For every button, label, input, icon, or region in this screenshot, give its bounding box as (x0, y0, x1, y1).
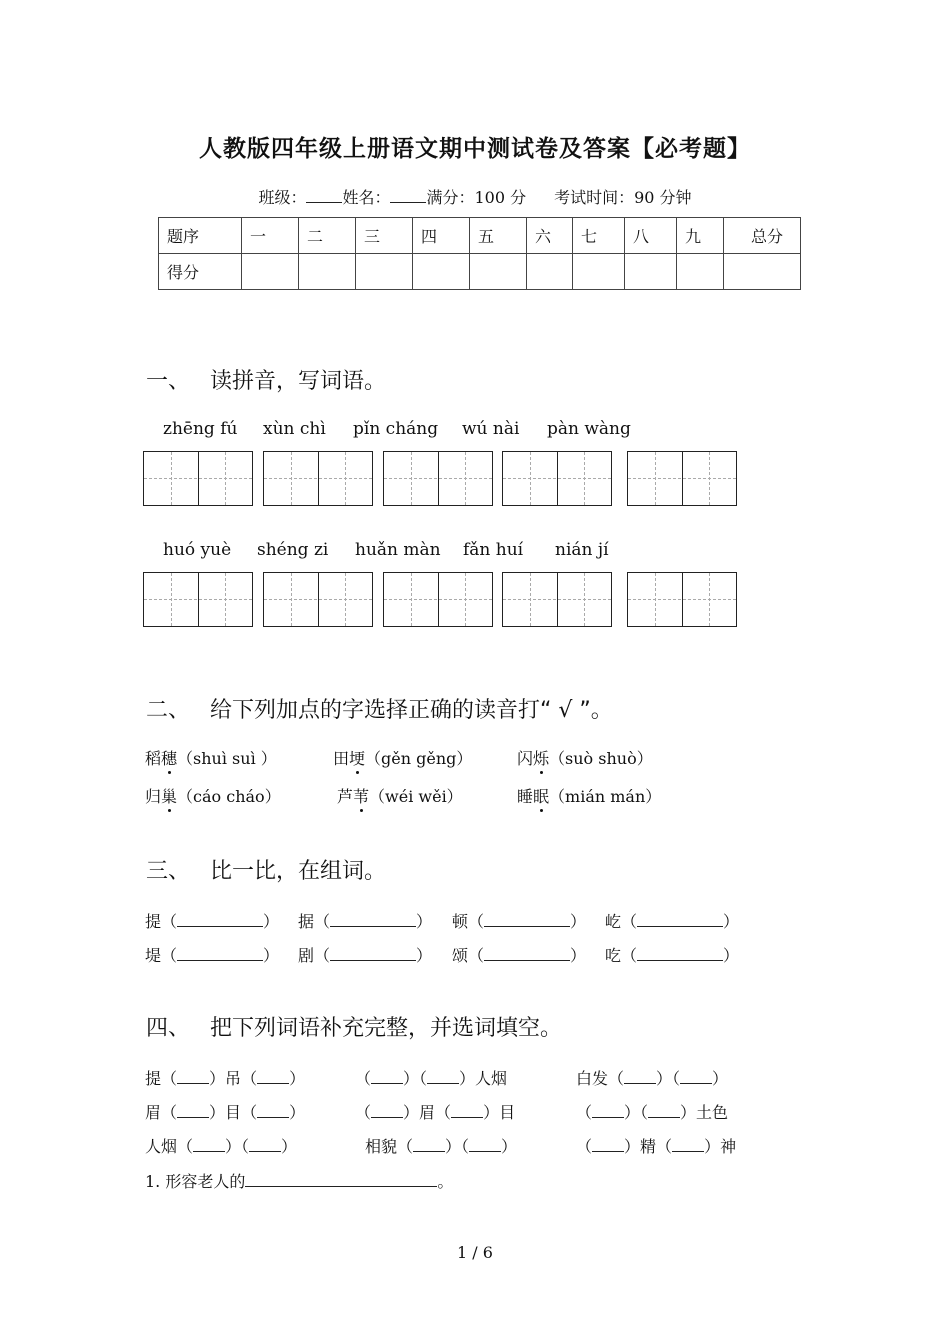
pinyin-label: shéng zi (257, 540, 329, 560)
section-title: 给下列加点的字选择正确的读音打“ √ ”。 (210, 698, 613, 723)
section-number: 四、 (146, 1016, 191, 1041)
answer-blank[interactable] (469, 1138, 501, 1152)
section-number: 三、 (146, 859, 191, 884)
table-cell: 七 (573, 218, 625, 254)
table-cell: 三 (356, 218, 413, 254)
tianzige-box[interactable] (627, 572, 737, 627)
answer-blank[interactable] (177, 1104, 209, 1118)
answer-blank[interactable] (193, 1138, 225, 1152)
char: 堤 (145, 946, 162, 965)
table-cell: 题序 (159, 218, 242, 254)
answer-blank[interactable] (672, 1138, 704, 1152)
answer-blank[interactable] (177, 913, 263, 927)
char: 闪 (517, 749, 534, 768)
dotted-char: 苇 (353, 787, 370, 806)
class-label: 班级： (258, 188, 307, 207)
tianzige-box[interactable] (263, 572, 373, 627)
answer-blank[interactable] (637, 913, 723, 927)
pinyin-options: （shuì suì ） (177, 749, 277, 768)
tianzige-box[interactable] (263, 451, 373, 506)
section1-heading (146, 364, 386, 395)
compare-item[interactable]: 颂（ ） (452, 946, 587, 965)
page-title: 人教版四年级上册语文期中测试卷及答案【必考题】 (199, 136, 751, 162)
exam-time: 考试时间：90 分钟 (554, 188, 692, 207)
answer-blank[interactable] (330, 947, 416, 961)
pinyin-label: zhēng fú (163, 419, 238, 439)
char: 吊 (225, 1069, 242, 1088)
compare-item[interactable]: 剧（ ） (298, 946, 433, 965)
pinyin-label: pàn wàng (547, 419, 631, 439)
answer-blank[interactable] (592, 1138, 624, 1152)
tianzige-box[interactable] (143, 451, 253, 506)
score-cell[interactable] (677, 254, 724, 290)
compare-item[interactable]: 顿（ ） (452, 912, 587, 931)
char: 剧 (298, 946, 315, 965)
dotted-char: 巢 (161, 787, 178, 806)
pinyin-options: （mián mán） (549, 787, 662, 806)
pinyin-options: （gěn gěng） (365, 749, 473, 768)
tianzige-box[interactable] (502, 572, 612, 627)
answer-blank[interactable] (257, 1070, 289, 1084)
compare-item[interactable]: 吃（ ） (605, 946, 740, 965)
pinyin-label: fǎn huí (463, 540, 524, 560)
score-cell[interactable] (413, 254, 470, 290)
char: 田 (333, 749, 350, 768)
answer-blank[interactable] (592, 1104, 624, 1118)
score-table-score-row (159, 254, 801, 290)
question-text: 1. 形容老人的 (145, 1172, 246, 1191)
pronunciation-item[interactable] (517, 784, 661, 807)
compare-item[interactable]: 堤（ ） (145, 946, 280, 965)
char: 神 (720, 1137, 737, 1156)
answer-blank[interactable] (257, 1104, 289, 1118)
exam-info (0, 185, 950, 208)
section4-heading (146, 1011, 562, 1042)
char: 芦 (337, 787, 354, 806)
compare-item[interactable]: 据（ ） (298, 912, 433, 931)
section-number: 二、 (146, 698, 191, 723)
tianzige-box[interactable] (143, 572, 253, 627)
score-cell[interactable] (527, 254, 573, 290)
tianzige-box[interactable] (627, 451, 737, 506)
char: 提 (145, 1069, 162, 1088)
table-cell: 八 (625, 218, 677, 254)
name-blank[interactable] (390, 188, 426, 203)
page-number: 1 / 6 (457, 1243, 493, 1262)
pronunciation-item[interactable] (517, 746, 653, 769)
answer-blank[interactable] (371, 1104, 403, 1118)
tianzige-box[interactable] (502, 451, 612, 506)
char: 白发 (576, 1069, 609, 1088)
section-title: 读拼音，写词语。 (210, 369, 387, 394)
table-cell: 总分 (724, 218, 801, 254)
answer-blank[interactable] (680, 1070, 712, 1084)
score-table-header-row (159, 218, 801, 254)
compare-item[interactable]: 屹（ ） (605, 912, 740, 931)
pinyin-label: huǎn màn (355, 540, 441, 560)
char: 精 (640, 1137, 657, 1156)
idiom-item[interactable]: 提（ ）吊（ ） (145, 1069, 306, 1088)
answer-blank[interactable] (624, 1070, 656, 1084)
pronunciation-item[interactable] (333, 746, 472, 769)
section3-heading (146, 854, 386, 885)
idiom-item[interactable]: 人烟（ ）（ ） (145, 1137, 298, 1156)
section-title: 比一比，在组词。 (210, 859, 387, 884)
char: 据 (298, 912, 315, 931)
section-title: 把下列词语补充完整，并选词填空。 (210, 1016, 563, 1041)
answer-blank[interactable] (177, 1070, 209, 1084)
pinyin-options: （suò shuò） (549, 749, 653, 768)
char: 归 (145, 787, 162, 806)
answer-blank[interactable] (484, 913, 570, 927)
char: 眉 (145, 1103, 162, 1122)
dotted-char: 埂 (349, 749, 366, 768)
pronunciation-item[interactable] (145, 746, 277, 769)
char: 睡 (517, 787, 534, 806)
score-cell[interactable] (470, 254, 527, 290)
char: 顿 (452, 912, 469, 931)
pronunciation-item[interactable] (145, 784, 281, 807)
table-cell: 二 (299, 218, 356, 254)
char: 目 (499, 1103, 516, 1122)
pinyin-label: xùn chì (263, 419, 326, 439)
pronunciation-item[interactable] (337, 784, 463, 807)
answer-blank[interactable] (245, 1173, 437, 1187)
pinyin-label: pǐn cháng (353, 419, 439, 439)
idiom-item[interactable]: （ ）精（ ）神 (576, 1137, 737, 1156)
answer-blank[interactable] (484, 947, 570, 961)
full-score: 满分：100 分 (426, 188, 527, 207)
idiom-item[interactable]: 眉（ ）目（ ） (145, 1103, 306, 1122)
dotted-char: 穗 (161, 749, 178, 768)
answer-blank[interactable] (427, 1070, 459, 1084)
pinyin-label: nián jí (555, 540, 609, 560)
dotted-char: 眠 (533, 787, 550, 806)
char: 提 (145, 912, 162, 931)
idiom-item[interactable]: （ ）（ ）人烟 (355, 1069, 508, 1088)
idiom-item[interactable]: （ ）（ ）土色 (576, 1103, 729, 1122)
section-number: 一、 (146, 369, 191, 394)
tianzige-box[interactable] (383, 451, 493, 506)
char: 相貌 (365, 1137, 398, 1156)
name-label: 姓名： (342, 188, 391, 207)
char: 人烟 (145, 1137, 178, 1156)
pinyin-label: huó yuè (163, 540, 232, 560)
answer-blank[interactable] (413, 1138, 445, 1152)
compare-item[interactable]: 提（ ） (145, 912, 280, 931)
section2-heading (146, 693, 613, 724)
table-cell: 得分 (159, 254, 242, 290)
answer-blank[interactable] (371, 1070, 403, 1084)
char: 眉 (419, 1103, 436, 1122)
table-cell: 四 (413, 218, 470, 254)
tianzige-box[interactable] (383, 572, 493, 627)
answer-blank[interactable] (249, 1138, 281, 1152)
pinyin-label: wú nài (462, 419, 520, 439)
answer-blank[interactable] (330, 913, 416, 927)
char: 吃 (605, 946, 622, 965)
score-cell[interactable] (573, 254, 625, 290)
score-table (158, 217, 801, 290)
table-cell: 一 (242, 218, 299, 254)
char: 稻 (145, 749, 162, 768)
table-cell: 九 (677, 218, 724, 254)
answer-blank[interactable] (637, 947, 723, 961)
answer-blank[interactable] (177, 947, 263, 961)
pinyin-options: （wéi wěi） (369, 787, 463, 806)
score-cell[interactable] (724, 254, 801, 290)
char: 屹 (605, 912, 622, 931)
idiom-item[interactable]: 白发（ ）（ ） (576, 1069, 729, 1088)
dotted-char: 烁 (533, 749, 550, 768)
score-cell[interactable] (356, 254, 413, 290)
idiom-item[interactable]: 相貌（ ）（ ） (365, 1137, 518, 1156)
class-blank[interactable] (306, 188, 342, 203)
idiom-item[interactable]: （ ）眉（ ）目 (355, 1103, 516, 1122)
char: 人烟 (475, 1069, 508, 1088)
table-cell: 六 (527, 218, 573, 254)
pinyin-options: （cáo cháo） (177, 787, 281, 806)
fill-question-1[interactable]: 1. 形容老人的 。 (145, 1172, 454, 1191)
score-cell[interactable] (625, 254, 677, 290)
char: 目 (225, 1103, 242, 1122)
char: 土色 (696, 1103, 729, 1122)
answer-blank[interactable] (451, 1104, 483, 1118)
score-cell[interactable] (242, 254, 299, 290)
score-cell[interactable] (299, 254, 356, 290)
char: 颂 (452, 946, 469, 965)
answer-blank[interactable] (648, 1104, 680, 1118)
table-cell: 五 (470, 218, 527, 254)
